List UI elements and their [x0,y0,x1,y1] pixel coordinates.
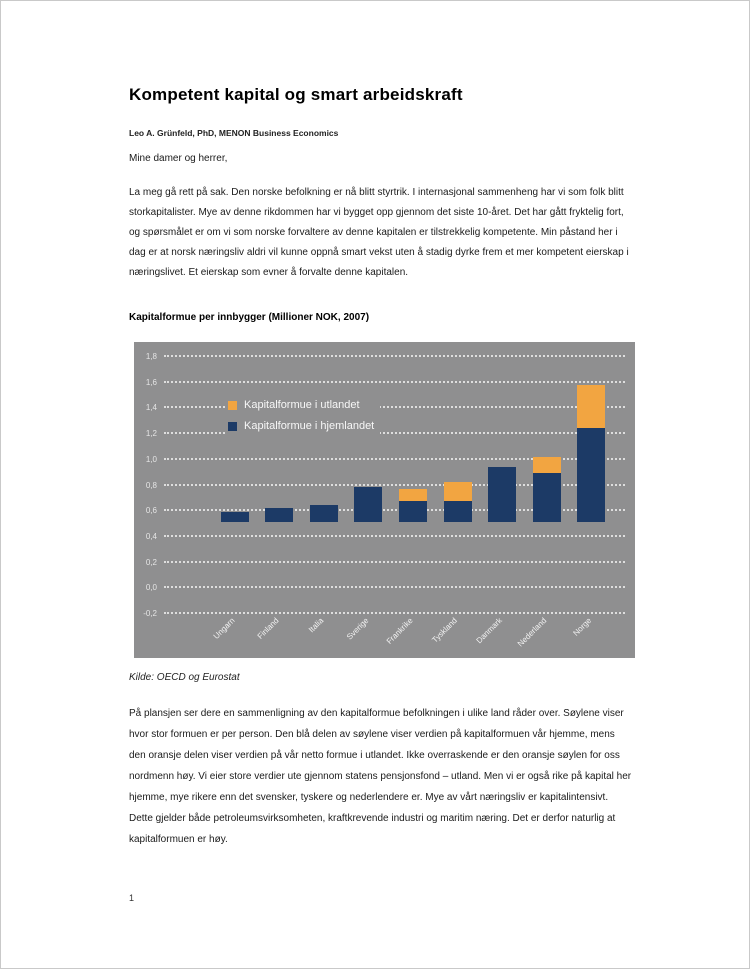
bar-segment-hjemlandet [488,467,516,522]
legend-label-hjemlandet: Kapitalformue i hjemlandet [244,420,375,432]
x-category-label: Italia [307,616,326,635]
bar-finland [265,355,293,612]
source-line: Kilde: OECD og Eurostat [129,672,240,683]
bar-tyskland [444,355,472,612]
y-tick-label: 1,2 [145,429,157,439]
chart-plot [143,352,625,649]
legend-swatch-hjemlandet-icon [228,422,237,431]
bar-segment-hjemlandet [533,473,561,522]
bar-segment-utlandet [577,385,605,429]
bar-segment-hjemlandet [310,505,338,522]
x-category-label: Danmark [474,616,504,646]
y-tick-label: 1,4 [145,403,157,413]
paragraph-intro: La meg gå rett på sak. Den norske befolkning er nå blitt styrtrik. I internasjonal sammenheng har vi som folk blitt storkapitalister. Mye av denne rikdommen har vi bygget opp gjennom det siste 10-året. Det har gått fryktelig fort, og spørsmålet er om vi som norske forvaltere av denne kapitalen er tilstrekkelig kompetente. Min påstand her i dag er at norsk næringsliv aldri vil kunne oppnå smart vekst uten å stadig dyrke frem et mer kompetent eierskap i næringslivet. Et eierskap som evner å forvalte denne kapitalen. [129,187,629,278]
legend-item-utlandet [228,399,374,411]
y-tick-label: 0,8 [145,480,157,490]
bar-segment-hjemlandet [399,501,427,522]
chart-category-labels [164,612,625,656]
paragraph-discussion: På plansjen ser dere en sammenligning av den kapitalformue befolkningen i ulike land råder over. Søylene viser hvor stor formuen er per person. Den blå delen av søylene viser verdien på kapitalformuen vår hjemme, mens den oransje delen viser verdien på vår netto formue i utlandet. Ikke overraskende er den oransje søylen for oss nordmenn høy. Vi eier store verdier ute gjennom statens pensjonsfond – utland. Men vi er også rike på kapital her hjemme, mye rikere enn det svensker, tyskere og nederlendere er. Mye av vårt næringsliv er kapitalintensivt. Dette gjelder både petroleumsvirksomheten, kraftkrevende industri og maritim næring. Det er derfor naturlig at kapitalformuen er høy. [129,708,632,845]
x-category-label: Frankrike [384,616,415,646]
chart-legend [226,397,380,443]
x-category-label: Sverige [344,616,371,642]
bar-nederland [533,355,561,612]
y-tick-label: -0,2 [143,609,157,618]
bar-norge [577,355,605,612]
y-tick-label: 1,8 [145,352,157,361]
bar-segment-hjemlandet [354,487,382,522]
bar-italia [310,355,338,612]
legend-label-utlandet: Kapitalformue i utlandet [244,399,360,411]
chart-figure [134,342,635,658]
salutation-text: Mine damer og herrer, [129,153,228,164]
y-tick-label: 0,6 [145,506,157,516]
bar-segment-hjemlandet [221,512,249,522]
bar-ungarn [221,355,249,612]
y-tick-label: 1,6 [145,377,157,387]
legend-swatch-utlandet-icon [228,401,237,410]
x-category-label: Nederland [515,616,549,649]
page-title: Kompetent kapital og smart arbeidskraft [129,85,463,104]
bar-segment-hjemlandet [444,501,472,522]
x-category-label: Finland [256,616,282,641]
x-category-label: Tyskland [430,616,460,645]
bar-frankrike [399,355,427,612]
x-category-label: Norge [571,616,593,638]
bar-segment-utlandet [399,489,427,502]
y-tick-label: 0,4 [145,531,157,541]
author-line: Leo A. Grünfeld, PhD, MENON Business Economics [129,128,339,138]
x-category-label: Ungarn [211,616,237,641]
bar-sverige [354,355,382,612]
y-tick-label: 0,2 [145,557,157,567]
y-tick-label: 0,0 [145,583,157,593]
y-tick-label: 1,0 [145,454,157,464]
page-number: 1 [129,893,135,903]
bar-segment-utlandet [533,457,561,474]
chart-bars-layer [164,355,625,612]
bar-segment-hjemlandet [265,508,293,522]
bar-danmark [488,355,516,612]
chart-heading: Kapitalformue per innbygger (Millioner NOK, 2007) [129,312,370,323]
legend-item-hjemlandet [228,420,374,432]
bar-segment-hjemlandet [577,428,605,522]
bar-segment-utlandet [444,482,472,501]
